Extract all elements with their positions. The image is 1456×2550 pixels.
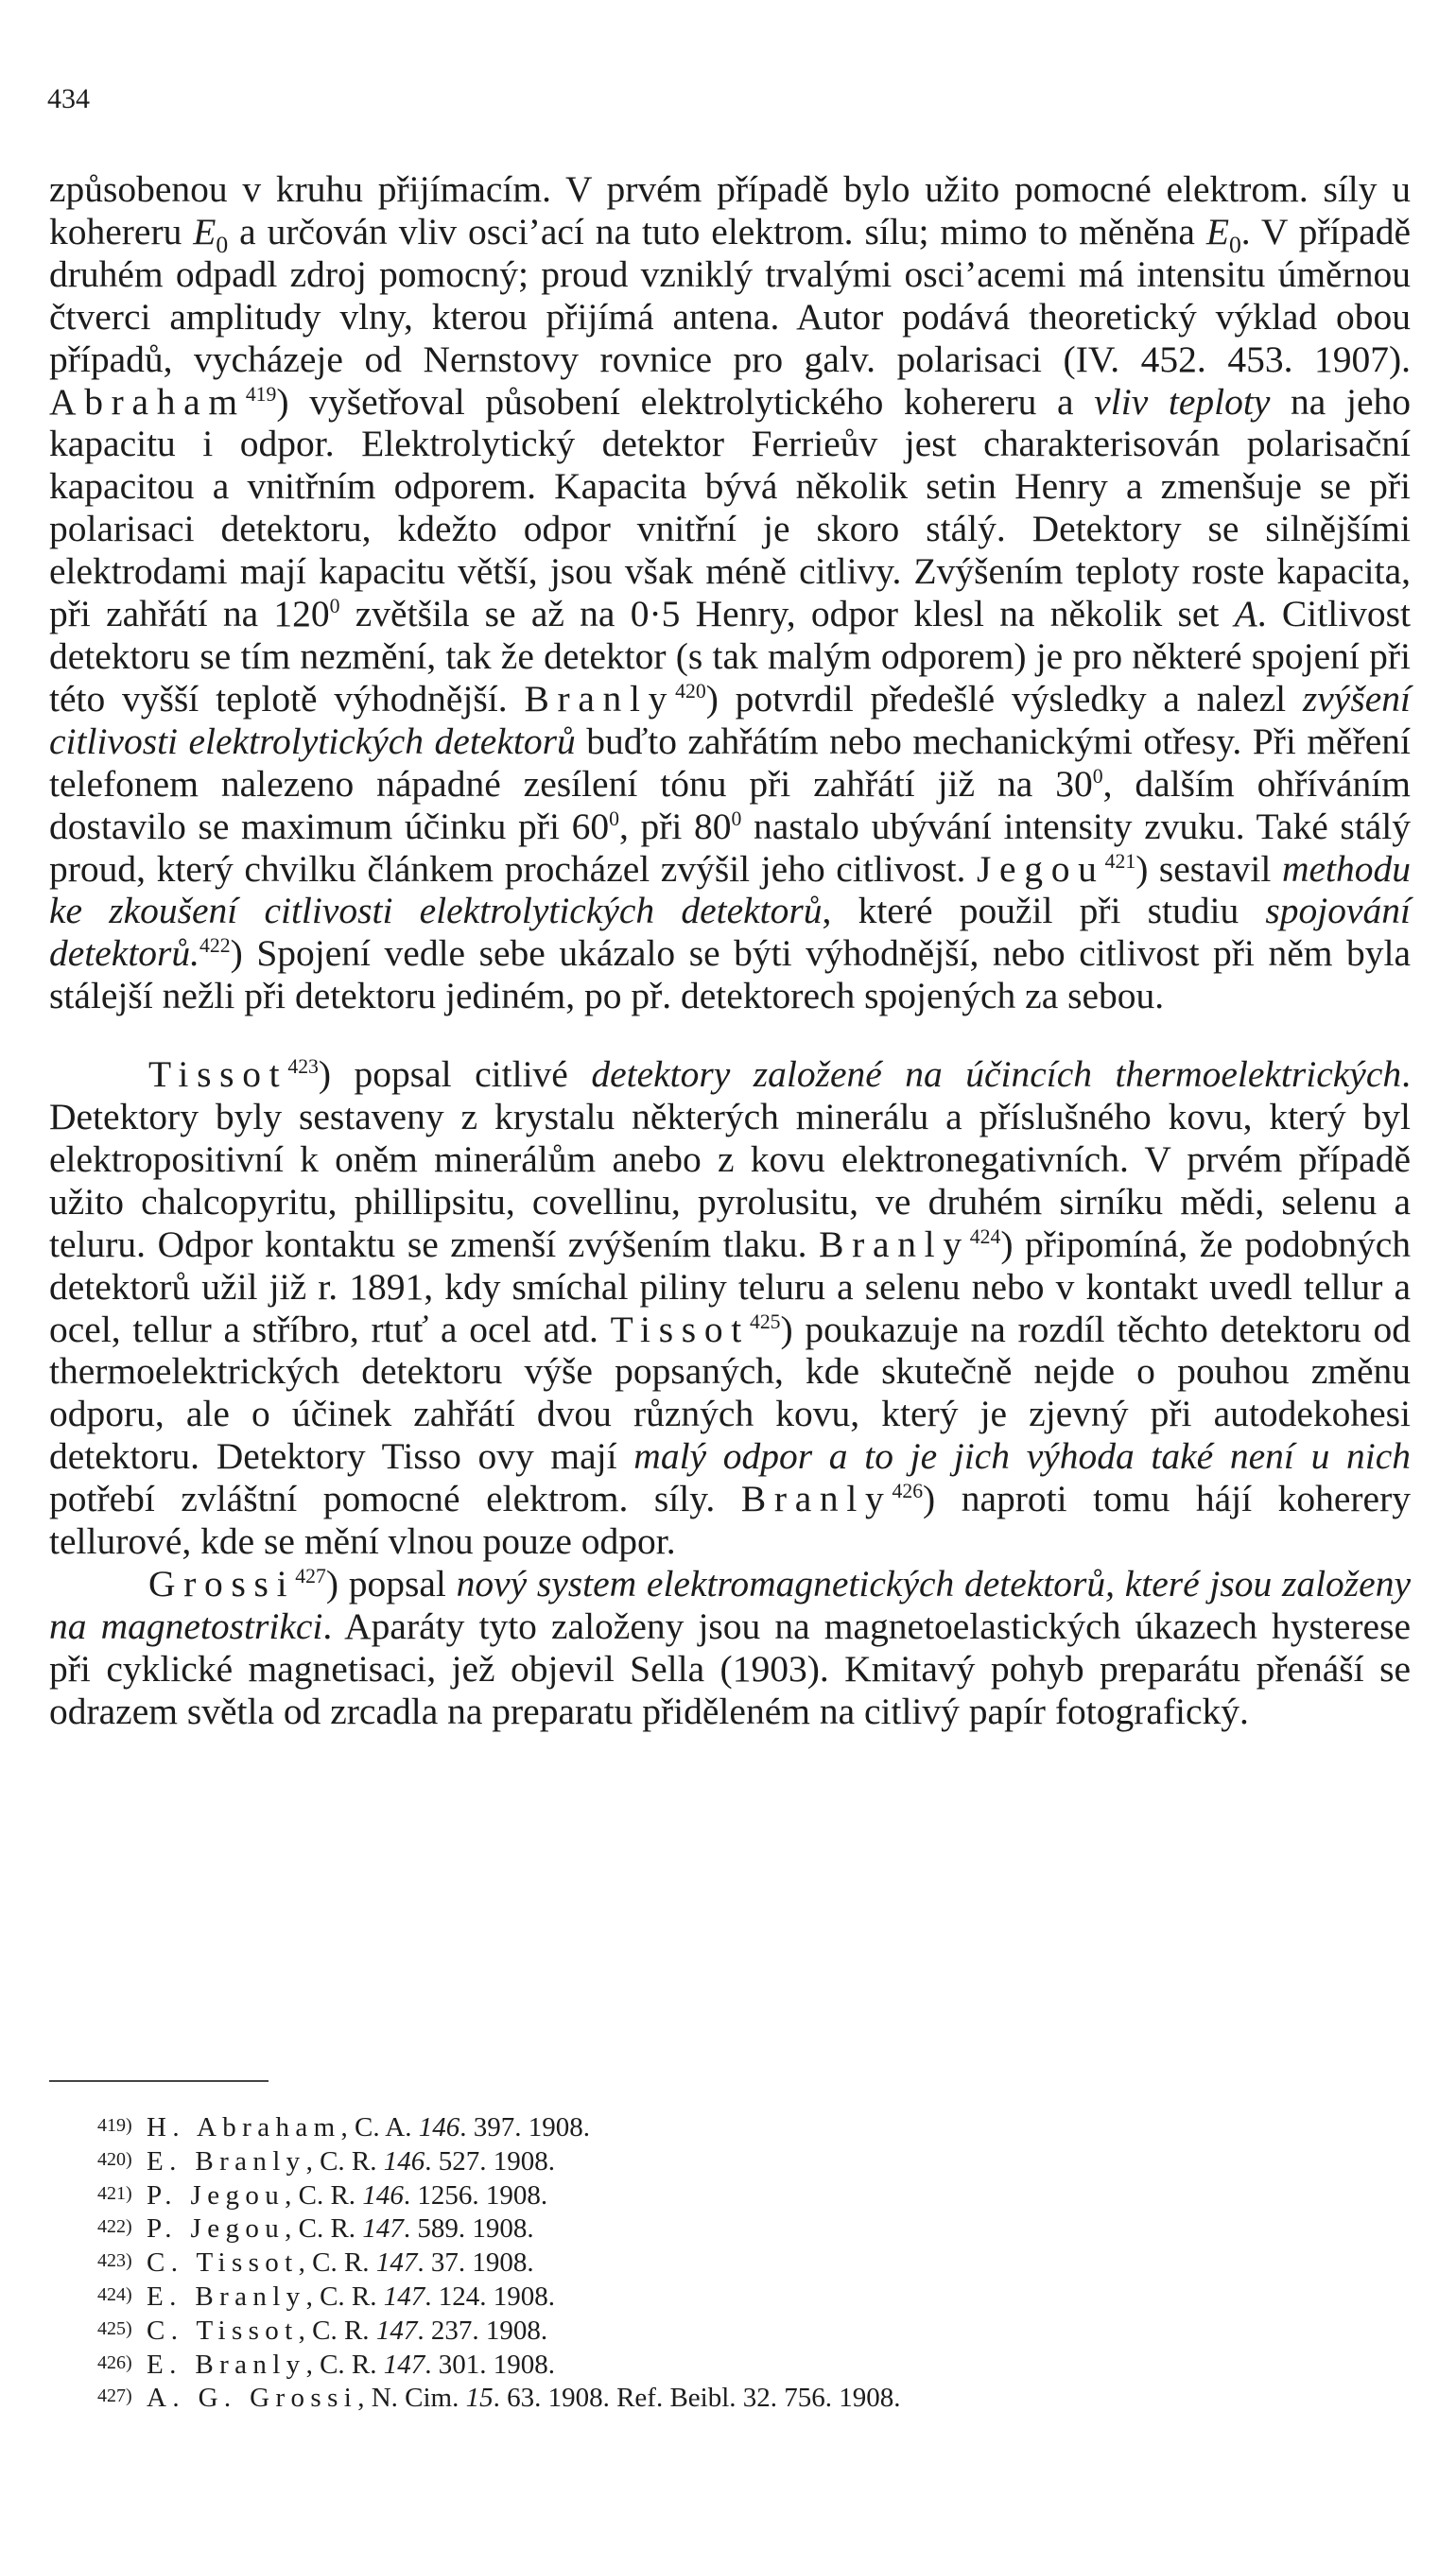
- footnote-pages-year: . 237. 1908.: [417, 2315, 548, 2346]
- footnote-number: 422): [97, 2216, 132, 2238]
- footnote-pages-year: . 589. 1908.: [403, 2213, 534, 2245]
- paragraph-2: [49, 1053, 1411, 1563]
- superscript: 419: [245, 382, 277, 406]
- footnote-number: 423): [97, 2250, 132, 2272]
- footnote-volume: 147: [383, 2281, 425, 2312]
- footnote-rule: [49, 2080, 269, 2082]
- footnote-volume: 147: [383, 2349, 425, 2380]
- footnote-pages-year: . 301. 1908.: [425, 2349, 556, 2380]
- italic-emphasis: methodu ke zkoušení citlivosti elektrolytických detektorů: [49, 847, 1411, 932]
- footnote: [97, 2280, 1413, 2314]
- text-run: . V případě druhém odpadl zdroj pomocný; proud vzniklý trvalými osci’acemi má intensitu úměrnou čtverci amplitudy vlny, kterou přijímá antena. Autor podává theoretický výklad obou případů, vycházeje od Nernstovy rovnice pro galv. polarisaci (IV. 452. 453. 1907).: [49, 210, 1412, 380]
- subscript: 0: [216, 230, 229, 258]
- superscript: 424: [969, 1224, 1001, 1248]
- footnote-author: H. Abraham: [147, 2112, 341, 2142]
- footnote-pages-year: . 37. 1908.: [417, 2247, 534, 2279]
- superscript: 422: [199, 934, 231, 958]
- footnote-source: , C. R.: [298, 2247, 376, 2279]
- text-run: ) popsal: [325, 1563, 457, 1605]
- text-run: na jeho kapacitu i odpor. Elektrolytický detektor Ferrieův jest charakterisován polarisační kapacitou a vnitřním odporem. Kapacita bývá několik setin Henry a zmenšuje se při polarisaci detektoru, kdežto odpor vnitřní je skoro stálý. Detektory se silnějšími elektrodami mají kapacitu větší, jsou však méně citlivy. Zvýšením teploty roste kapacita, při zahřátí na 120: [49, 380, 1411, 635]
- spaced-author-name: Branly: [524, 677, 676, 720]
- spaced-author-name: Tissot: [610, 1308, 750, 1350]
- italic-emphasis: zvýšení citlivosti elektrolytických detektorů: [49, 677, 1411, 762]
- footnote-pages-year: . 63. 1908. Ref. Beibl. 32. 756. 1908.: [493, 2383, 901, 2414]
- text-run: buďto zahřátím nebo mechanickými otřesy. Při měření telefonem nalezeno nápadné zesílení tónu při zahřátí již na 30: [49, 720, 1411, 805]
- spaced-author-name: Jegou: [977, 847, 1105, 890]
- footnote: [97, 2348, 1413, 2382]
- footnote: [97, 2178, 1413, 2212]
- spaced-author-name: Grossi: [148, 1563, 296, 1605]
- footnote-number: 426): [97, 2351, 132, 2373]
- footnote-source: , C. R.: [285, 2179, 363, 2211]
- footnote-pages-year: . 397. 1908.: [459, 2112, 590, 2142]
- text-run: způsobenou v kruhu přijímacím. V prvém případě bylo užito pomocné elektrom. síly u kohereru: [49, 168, 1411, 252]
- footnote-volume: 146: [383, 2145, 425, 2177]
- footnote-number: 420): [97, 2148, 132, 2170]
- italic-emphasis: vliv teploty: [1094, 380, 1271, 423]
- footnote-pages-year: . 527. 1908.: [425, 2145, 556, 2177]
- page-number: 434: [47, 83, 90, 114]
- footnote: [97, 2212, 1413, 2246]
- footnote-volume: 147: [375, 2315, 418, 2346]
- text-run: ) popsal citlivé: [318, 1053, 592, 1096]
- paragraph-3: [49, 1563, 1411, 1733]
- footnote-source: , C. R.: [305, 2145, 384, 2177]
- footnote-source: , C. R.: [298, 2315, 376, 2346]
- superscript: 0: [1092, 764, 1103, 788]
- footnote: [97, 2246, 1413, 2280]
- italic-emphasis: detektory založené na účincích thermoelektrických: [591, 1053, 1402, 1096]
- italic-emphasis: .: [190, 932, 200, 975]
- superscript: 425: [749, 1310, 781, 1333]
- footnote: [97, 2110, 1413, 2144]
- superscript: 420: [675, 679, 706, 703]
- superscript: 0: [609, 807, 619, 830]
- spaced-author-name: Branly: [740, 1478, 893, 1520]
- superscript: 421: [1104, 849, 1136, 873]
- footnote-number: 427): [97, 2385, 132, 2407]
- footnote-author: E. Branly: [147, 2349, 306, 2380]
- italic-emphasis: spojování detektorů: [49, 890, 1412, 975]
- superscript: 0: [329, 594, 340, 617]
- footnote-author: A. G. Grossi: [147, 2383, 358, 2414]
- footnote-source: , N. Cim.: [357, 2383, 466, 2414]
- footnote-number: 421): [97, 2182, 132, 2204]
- text-run: ) sestavil: [1135, 847, 1282, 890]
- text-run: . Detektory byly sestaveny z krystalu některých minerálu a příslušného kovu, který byl elektropositivní k oněm minerálům anebo z kovu elektronegativních. V prvém případě užito chalcopyritu, phillipsitu, covellinu, pyrolusitu, ve druhém sirníku mědi, selenu a teluru. Odpor kontaktu se zmenší zvýšením tlaku.: [49, 1053, 1412, 1265]
- footnotes: [97, 2110, 1413, 2415]
- footnote-volume: 146: [362, 2179, 404, 2211]
- footnote-source: , C. A.: [340, 2112, 419, 2142]
- superscript: 426: [892, 1480, 924, 1503]
- text-run: . Aparáty tyto založeny jsou na magnetoelastických úkazech hysterese při cyklické magnetisaci, jež objevil Sella (1903). Kmitavý pohyb preparátu přenáší se odrazem světla od zrcadla na preparatu přiděleném na citlivý papír fotografický.: [49, 1605, 1411, 1732]
- spaced-author-name: Tissot: [148, 1053, 288, 1096]
- spaced-author-name: Abraham: [49, 380, 246, 423]
- text-run: nastalo ubývání intensity zvuku. Také stálý proud, který chvilku článkem procházel zvýšil jeho citlivost.: [49, 805, 1411, 890]
- text-run: ) Spojení vedle sebe ukázalo se býti výhodnější, nebo citlivost při něm byla stálejší nežli při detektoru jediném, po př. detektorech spojených za sebou.: [49, 932, 1411, 1017]
- footnote-pages-year: . 124. 1908.: [425, 2281, 556, 2312]
- footnote-author: C. Tissot: [147, 2247, 299, 2279]
- text-run: ) naproti tomu hájí koherery tellurové, kde se mění vlnou pouze odpor.: [49, 1478, 1411, 1563]
- paragraph-1: [49, 168, 1411, 1017]
- text-run: ) vyšetřoval působení elektrolytického kohereru a: [276, 380, 1095, 423]
- italic-emphasis: A: [1234, 593, 1257, 635]
- footnote-author: P. Jegou: [147, 2213, 286, 2245]
- footnote-source: , C. R.: [305, 2281, 384, 2312]
- text-run: ) připomíná, že podobných detektorů užil již r. 1891, kdy smíchal piliny teluru a selenu nebo v kontakt uvedl tellur a ocel, tellur a stříbro, rtuť a ocel atd.: [49, 1223, 1412, 1350]
- footnote-number: 424): [97, 2283, 132, 2305]
- footnote-number: 419): [97, 2115, 132, 2136]
- text-run: potřebí zvláštní pomocné elektrom. síly.: [49, 1478, 741, 1520]
- paragraph-gap: [49, 1017, 1411, 1053]
- spaced-author-name: Branly: [819, 1223, 970, 1265]
- footnote-number: 425): [97, 2317, 132, 2339]
- footnote: [97, 2381, 1413, 2415]
- text-run: ) poukazuje na rozdíl těchto detektoru od thermoelektrických detektoru výše popsaných, kde skutečně nejde o pouhou změnu odporu, ale o účinek zahřátí dvou různých kovu, který je zjevný při autodekohesi detektoru. Detektory Tisso ovy mají: [49, 1308, 1411, 1478]
- footnote-author: C. Tissot: [147, 2315, 299, 2346]
- superscript: 423: [287, 1054, 319, 1078]
- footnote-volume: 15: [465, 2383, 494, 2414]
- superscript: 0: [731, 807, 742, 830]
- text-run: , které použil při studiu: [822, 890, 1266, 932]
- italic-emphasis: E: [1205, 210, 1229, 252]
- text-run: a určován vliv osci’ací na tuto elektrom. sílu; mimo to měněna: [228, 210, 1206, 252]
- footnote-source: , C. R.: [305, 2349, 384, 2380]
- footnote-volume: 147: [375, 2247, 418, 2279]
- text-run: , při 80: [618, 805, 732, 847]
- text-run: . Citlivost detektoru se tím nezmění, tak že detektor (s tak malým odporem) je pro některé spojení při této vyšší teplotě výhodnější.: [49, 593, 1412, 720]
- footnote: [97, 2144, 1413, 2178]
- subscript: 0: [1228, 230, 1241, 258]
- footnote-volume: 146: [418, 2112, 460, 2142]
- footnote-pages-year: . 1256. 1908.: [403, 2179, 548, 2211]
- text-run: ) potvrdil předešlé výsledky a nalezl: [705, 677, 1303, 720]
- footnote-author: P. Jegou: [147, 2179, 286, 2211]
- footnote: [97, 2314, 1413, 2348]
- footnote-source: , C. R.: [285, 2213, 363, 2245]
- footnote-author: E. Branly: [147, 2281, 306, 2312]
- text-run: , dalším ohříváním dostavilo se maximum účinku při 60: [49, 762, 1412, 847]
- superscript: 427: [295, 1564, 326, 1587]
- footnote-volume: 147: [362, 2213, 404, 2245]
- italic-emphasis: E: [193, 210, 217, 252]
- text-run: zvětšila se až na 0·5 Henry, odpor klesl na několik set: [339, 593, 1235, 635]
- italic-emphasis: nový system elektromagnetických detektorů, které jsou založeny na magnetostrikci: [49, 1563, 1411, 1647]
- body-text: [49, 168, 1411, 1733]
- italic-emphasis: malý odpor a to je jich výhoda také není u nich: [633, 1435, 1411, 1478]
- footnote-author: E. Branly: [147, 2145, 306, 2177]
